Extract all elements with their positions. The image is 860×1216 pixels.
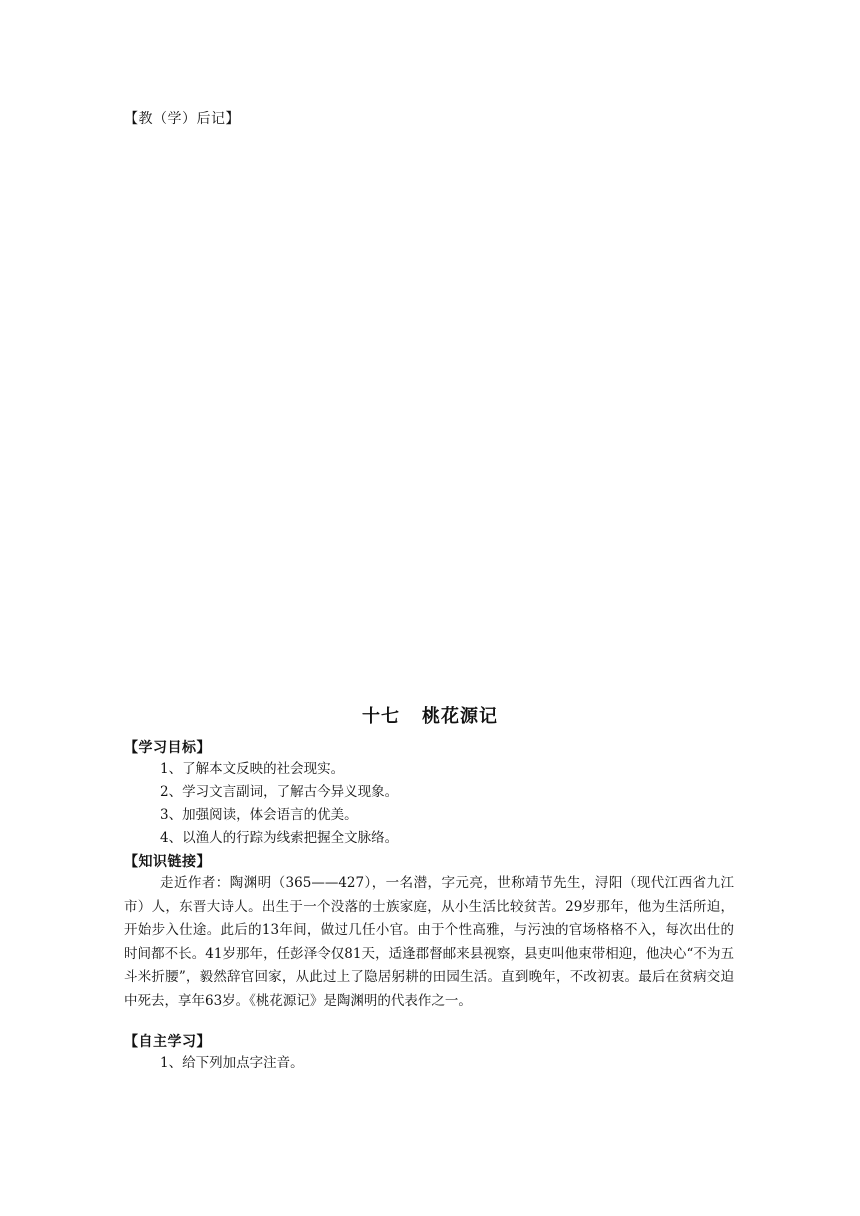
author-paragraph: 走近作者：陶渊明（365——427），一名潜，字元亮，世称靖节先生，浔阳（现代江西省九江市）人，东晋大诗人。出生于一个没落的士族家庭，从小生活比较贫苦。29岁那年，他为生活所迫，开始步入仕途。此后的13年间，做过几任小官。由于个性高雅，与污浊的官场格格不入，每次出仕的时间都不长。41岁那年，任彭泽令仅81天，适逢郡督邮来县视察，县吏叫他束带相迎，他决心“不为五斗米折腰”，毅然辞官回家，从此过上了隐居躬耕的田园生活。直到晚年，不改初衷。最后在贫病交迫中死去，享年63岁。《桃花源记》是陶渊明的代表作之一。: [124, 875, 734, 1009]
self-study-heading: 【自主学习】: [124, 1034, 211, 1050]
objectives-list: [160, 758, 398, 850]
postscript-heading: 【教（学）后记】: [124, 111, 240, 127]
objective-item-4: 4、以渔人的行踪为线索把握全文脉络。: [160, 830, 399, 846]
objective-item-2: 2、学习文言副词，了解古今异义现象。: [160, 784, 399, 800]
self-study-item-1: 1、给下列加点字注音。: [160, 1055, 304, 1071]
lesson-name: 桃花源记: [422, 706, 498, 727]
self-study-list: [160, 1052, 304, 1075]
objective-item-3: 3、加强阅读，体会语言的优美。: [160, 807, 358, 823]
objectives-heading: 【学习目标】: [124, 740, 211, 756]
objective-item-1: 1、了解本文反映的社会现实。: [160, 761, 345, 777]
knowledge-heading: 【知识链接】: [124, 854, 211, 870]
lesson-number: 十七: [362, 706, 400, 727]
lesson-title: [0, 702, 860, 728]
